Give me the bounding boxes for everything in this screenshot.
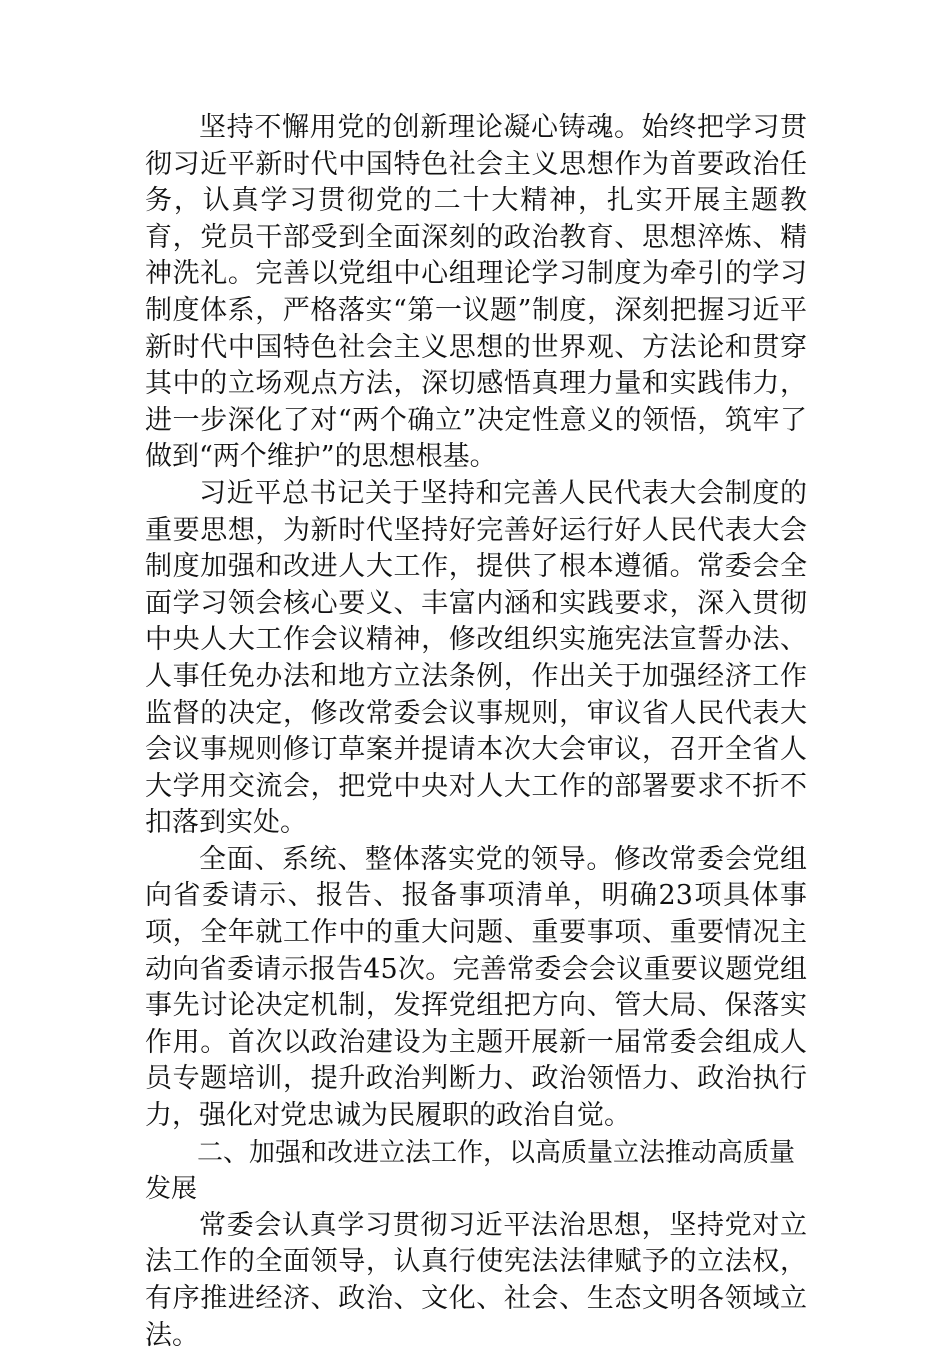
document-page xyxy=(145,110,807,1354)
paragraph-npc-system-thought: 习近平总书记关于坚持和完善人民代表大会制度的重要思想，为新时代坚持好完善好运行好人民代表大会制度加强和改进人大工作，提供了根本遵循。常委会全面学习领会核心要义、丰富内涵和实践要求，深入贯彻中央人大工作会议精神，修改组织实施宪法宣誓办法、人事任免办法和地方立法条例，作出关于加强经济工作监督的决定，修改常委会议事规则，审议省人民代表大会议事规则修订草案并提请本次大会审议，召开全省人大学用交流会，把党中央对人大工作的部署要求不折不扣落到实处。 xyxy=(145,477,807,839)
section-heading-legislation: 二、加强和改进立法工作，以高质量立法推动高质量发展 xyxy=(145,1137,796,1205)
paragraph-innovation-theory: 坚持不懈用党的创新理论凝心铸魂。始终把学习贯彻习近平新时代中国特色社会主义思想作为首要政治任务，认真学习贯彻党的二十大精神，扎实开展主题教育，党员干部受到全面深刻的政治教育、思想淬炼、精神洗礼。完善以党组中心组理论学习制度为牵引的学习制度体系，严格落实“第一议题”制度，深刻把握习近平新时代中国特色社会主义思想的世界观、方法论和贯穿其中的立场观点方法，深切感悟真理力量和实践伟力，进一步深化了对“两个确立”决定性意义的领悟，筑牢了做到“两个维护”的思想根基。 xyxy=(145,112,807,473)
paragraph-legislation-intro: 常委会认真学习贯彻习近平法治思想，坚持党对立法工作的全面领导，认真行使宪法法律赋予的立法权，有序推进经济、政治、文化、社会、生态文明各领域立法。 xyxy=(145,1209,807,1351)
paragraph-party-leadership: 全面、系统、整体落实党的领导。修改常委会党组向省委请示、报告、报备事项清单，明确23项具体事项，全年就工作中的重大问题、重要事项、重要情况主动向省委请示报告45次。完善常委会会议重要议题党组事先讨论决定机制，发挥党组把方向、管大局、保落实作用。首次以政治建设为主题开展新一届常委会组成人员专题培训，提升政治判断力、政治领悟力、政治执行力，强化对党忠诚为民履职的政治自觉。 xyxy=(145,843,807,1132)
